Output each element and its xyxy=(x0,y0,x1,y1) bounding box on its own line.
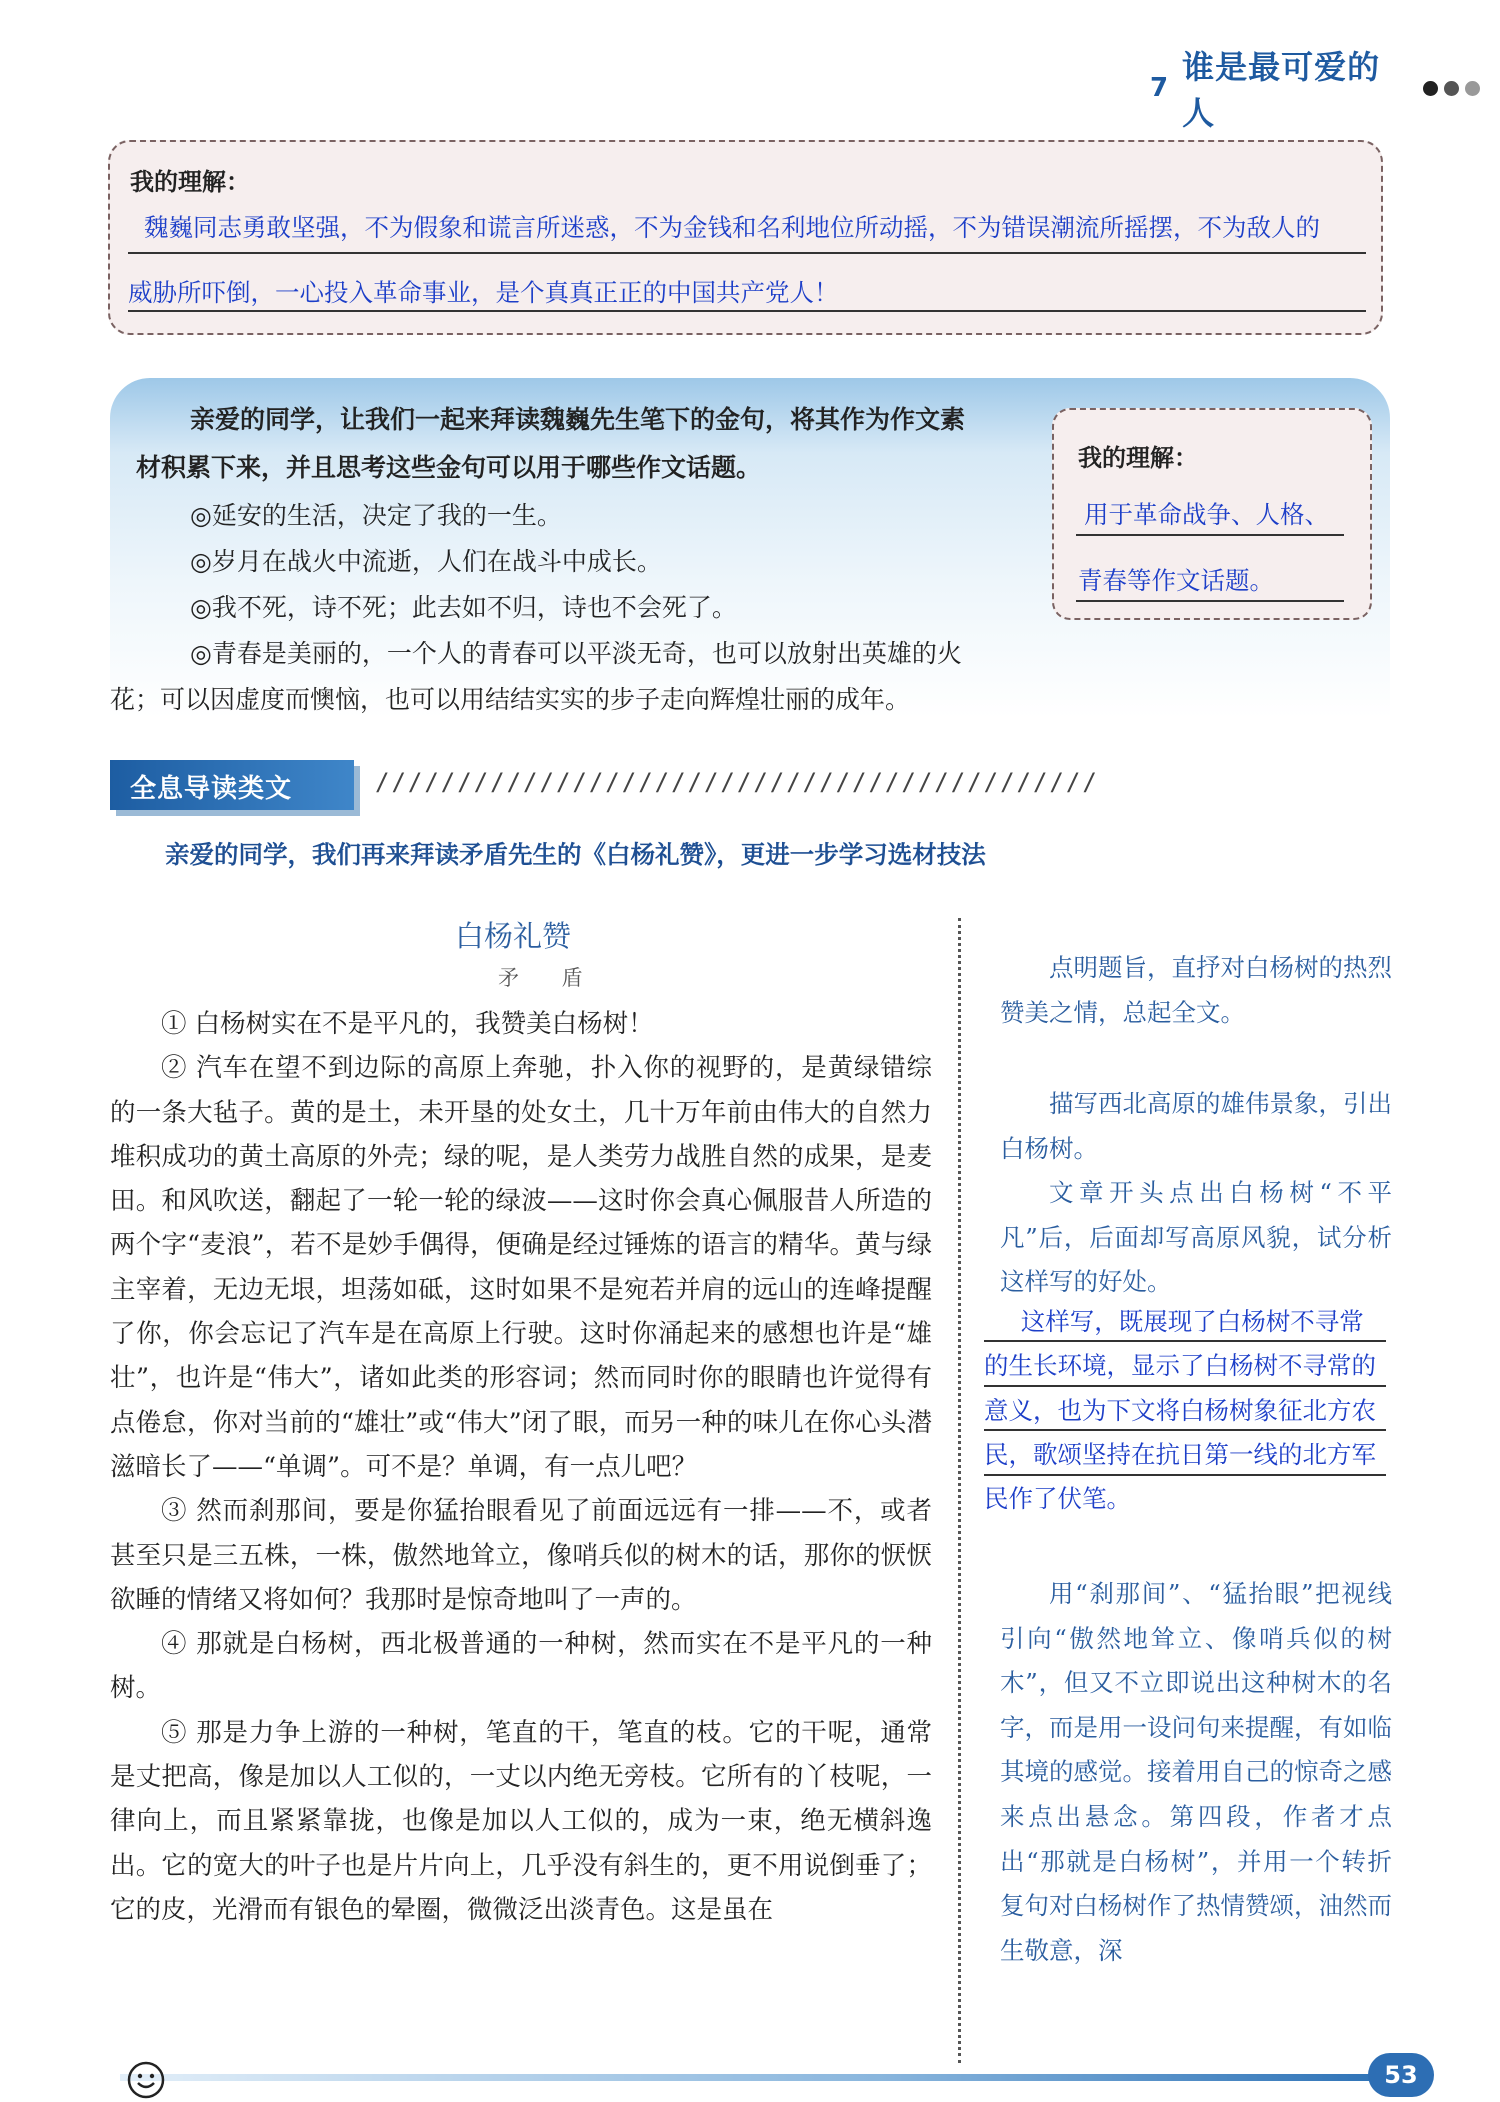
article-paragraph: ③ 然而刹那间，要是你猛抬眼看见了前面远远有一排——不，或者甚至只是三五株，一株，傲然地耸立，像哨兵似的树木的话，那你的恹恹欲睡的情绪又将如何？我那时是惊奇地叫了一声的。 xyxy=(110,1496,932,1615)
section-intro: 亲爱的同学，我们再来拜读矛盾先生的《白杨礼赞》，更进一步学习选材技法 xyxy=(165,840,986,869)
quote-intro-line-1: 亲爱的同学，让我们一起来拜读魏巍先生笔下的金句，将其作为作文素 xyxy=(190,405,966,434)
dot-1-icon xyxy=(1423,81,1438,96)
quote-item: ◎延安的生活，决定了我的一生。 xyxy=(190,501,562,530)
section-divider-slashes: //////////////////////////////////////////// xyxy=(375,768,1099,796)
understanding-label: 我的理解： xyxy=(130,168,250,196)
note-text: 文章开头点出白杨树“不平凡”后，后面却写高原风貌，试分析这样写的好处。 xyxy=(1000,1178,1392,1297)
answer-text: 这样写，既展现了白杨树不寻常的生长环境，显示了白杨树不寻常的意义，也为下文将白杨树象征北方农民，歌颂坚持在抗日第一线的北方军民作了伏笔。 xyxy=(984,1307,1376,1514)
column-divider xyxy=(958,918,961,2063)
article-paragraph: ⑤ 那是力争上游的一种树，笔直的干，笔直的枝。它的干呢，通常是丈把高，像是加以人工似的，一丈以内绝无旁枝。它所有的丫枝呢，一律向上，而且紧紧靠拢，也像是加以人工似的，成为一束，绝无横斜逸出。它的宽大的叶子也是片片向上，几乎没有斜生的，更不用说倒垂了；它的皮，光滑而有银色的晕圈，微微泛出淡青色。这是虽在 xyxy=(110,1717,932,1925)
quote-item: ◎我不死，诗不死；此去如不归，诗也不会死了。 xyxy=(190,593,737,622)
article-author: 矛 盾 xyxy=(498,966,601,990)
header-dots xyxy=(1423,81,1480,96)
answer-underline xyxy=(984,1385,1386,1387)
answer-underline xyxy=(1076,534,1344,536)
section-banner xyxy=(110,760,354,810)
sidebar-note xyxy=(1000,946,1392,1035)
dot-3-icon xyxy=(1465,81,1480,96)
understanding-line-1: 用于革命战争、人格、 xyxy=(1084,500,1329,529)
article-paragraph: ② 汽车在望不到边际的高原上奔驰，扑入你的视野的，是黄绿错综的一条大毡子。黄的是土，未开垦的处女土，几十万年前由伟大的自然力堆积成功的黄土高原的外壳；绿的呢，是人类劳力战胜自然的成果，是麦田。和风吹送，翻起了一轮一轮的绿波——这时你会真心佩服昔人所造的两个字“麦浪”，若不是妙手偶得，便确是经过锤炼的语言的精华。黄与绿主宰着，无边无垠，坦荡如砥，这时如果不是宛若并肩的远山的连峰提醒了你，你会忘记了汽车是在高原上行驶。这时你涌起来的感想也许是“雄壮”，也许是“伟大”，诸如此类的形容词；然而同时你的眼睛也许觉得有点倦怠，你对当前的“雄壮”或“伟大”闭了眼，而另一种的味儿在你心头潜滋暗长了——“单调”。可不是？单调，有一点儿吧？ xyxy=(110,1053,932,1482)
page-number: 53 xyxy=(1368,2053,1434,2097)
answer-underline xyxy=(128,252,1366,254)
answer-underline xyxy=(128,310,1366,312)
understanding-box-1 xyxy=(108,140,1383,335)
quote-item: ◎岁月在战火中流逝，人们在战斗中成长。 xyxy=(190,547,662,576)
answer-underline xyxy=(1076,600,1344,602)
article-title: 白杨礼赞 xyxy=(455,919,572,953)
understanding-box-2 xyxy=(1052,408,1372,620)
section-banner-label: 全息导读类文 xyxy=(130,774,293,804)
understanding-label: 我的理解： xyxy=(1078,444,1198,472)
quote-item: ◎青春是美丽的，一个人的青春可以平淡无奇，也可以放射出英雄的火 xyxy=(190,639,962,668)
answer-underline xyxy=(984,1340,1386,1342)
understanding-line-1: 魏巍同志勇敢坚强，不为假象和谎言所迷惑，不为金钱和名利地位所动摇，不为错误潮流所摇摆，不为敌人的 xyxy=(144,213,1320,242)
article-paragraph: ④ 那就是白杨树，西北极普通的一种树，然而实在不是平凡的一种树。 xyxy=(110,1629,932,1704)
note-text: 点明题旨，直抒对白杨树的热烈赞美之情，总起全文。 xyxy=(1000,953,1392,1027)
answer-underline xyxy=(984,1429,1386,1431)
answer-underline xyxy=(984,1474,1386,1476)
understanding-line-2: 青春等作文话题。 xyxy=(1078,566,1274,595)
handwritten-answer xyxy=(984,1300,1384,1521)
smiley-icon xyxy=(126,2060,166,2100)
note-text: 用“刹那间”、“猛抬眼”把视线引向“傲然地耸立、像哨兵似的树木”，但又不立即说出这种树木的名字，而是用一设问句来提醒，有如临其境的感觉。接着用自己的惊奇之感来点出悬念。第四段，作者才点出“那就是白杨树”，并用一个转折复句对白杨树作了热情赞颂，油然而生敬意，深 xyxy=(1000,1579,1392,1965)
chapter-title: 谁是最可爱的人 xyxy=(1182,48,1381,132)
sidebar-note xyxy=(1000,1572,1392,1973)
footer-bar xyxy=(120,2074,1380,2081)
note-text: 描写西北高原的雄伟景象，引出白杨树。 xyxy=(1000,1089,1392,1163)
sidebar-note xyxy=(1000,1082,1392,1305)
chapter-number: 7 xyxy=(1150,73,1169,103)
dot-2-icon xyxy=(1444,81,1459,96)
understanding-line-2: 威胁所吓倒，一心投入革命事业，是个真真正正的中国共产党人！ xyxy=(128,278,839,307)
article-paragraph: ① 白杨树实在不是平凡的，我赞美白杨树！ xyxy=(161,1009,654,1039)
article-body xyxy=(110,1002,932,1932)
quote-item: 花；可以因虚度而懊恼，也可以用结结实实的步子走向辉煌壮丽的成年。 xyxy=(110,685,911,714)
chapter-header xyxy=(1150,48,1480,132)
quote-intro-line-2: 材积累下来，并且思考这些金句可以用于哪些作文话题。 xyxy=(136,453,762,482)
